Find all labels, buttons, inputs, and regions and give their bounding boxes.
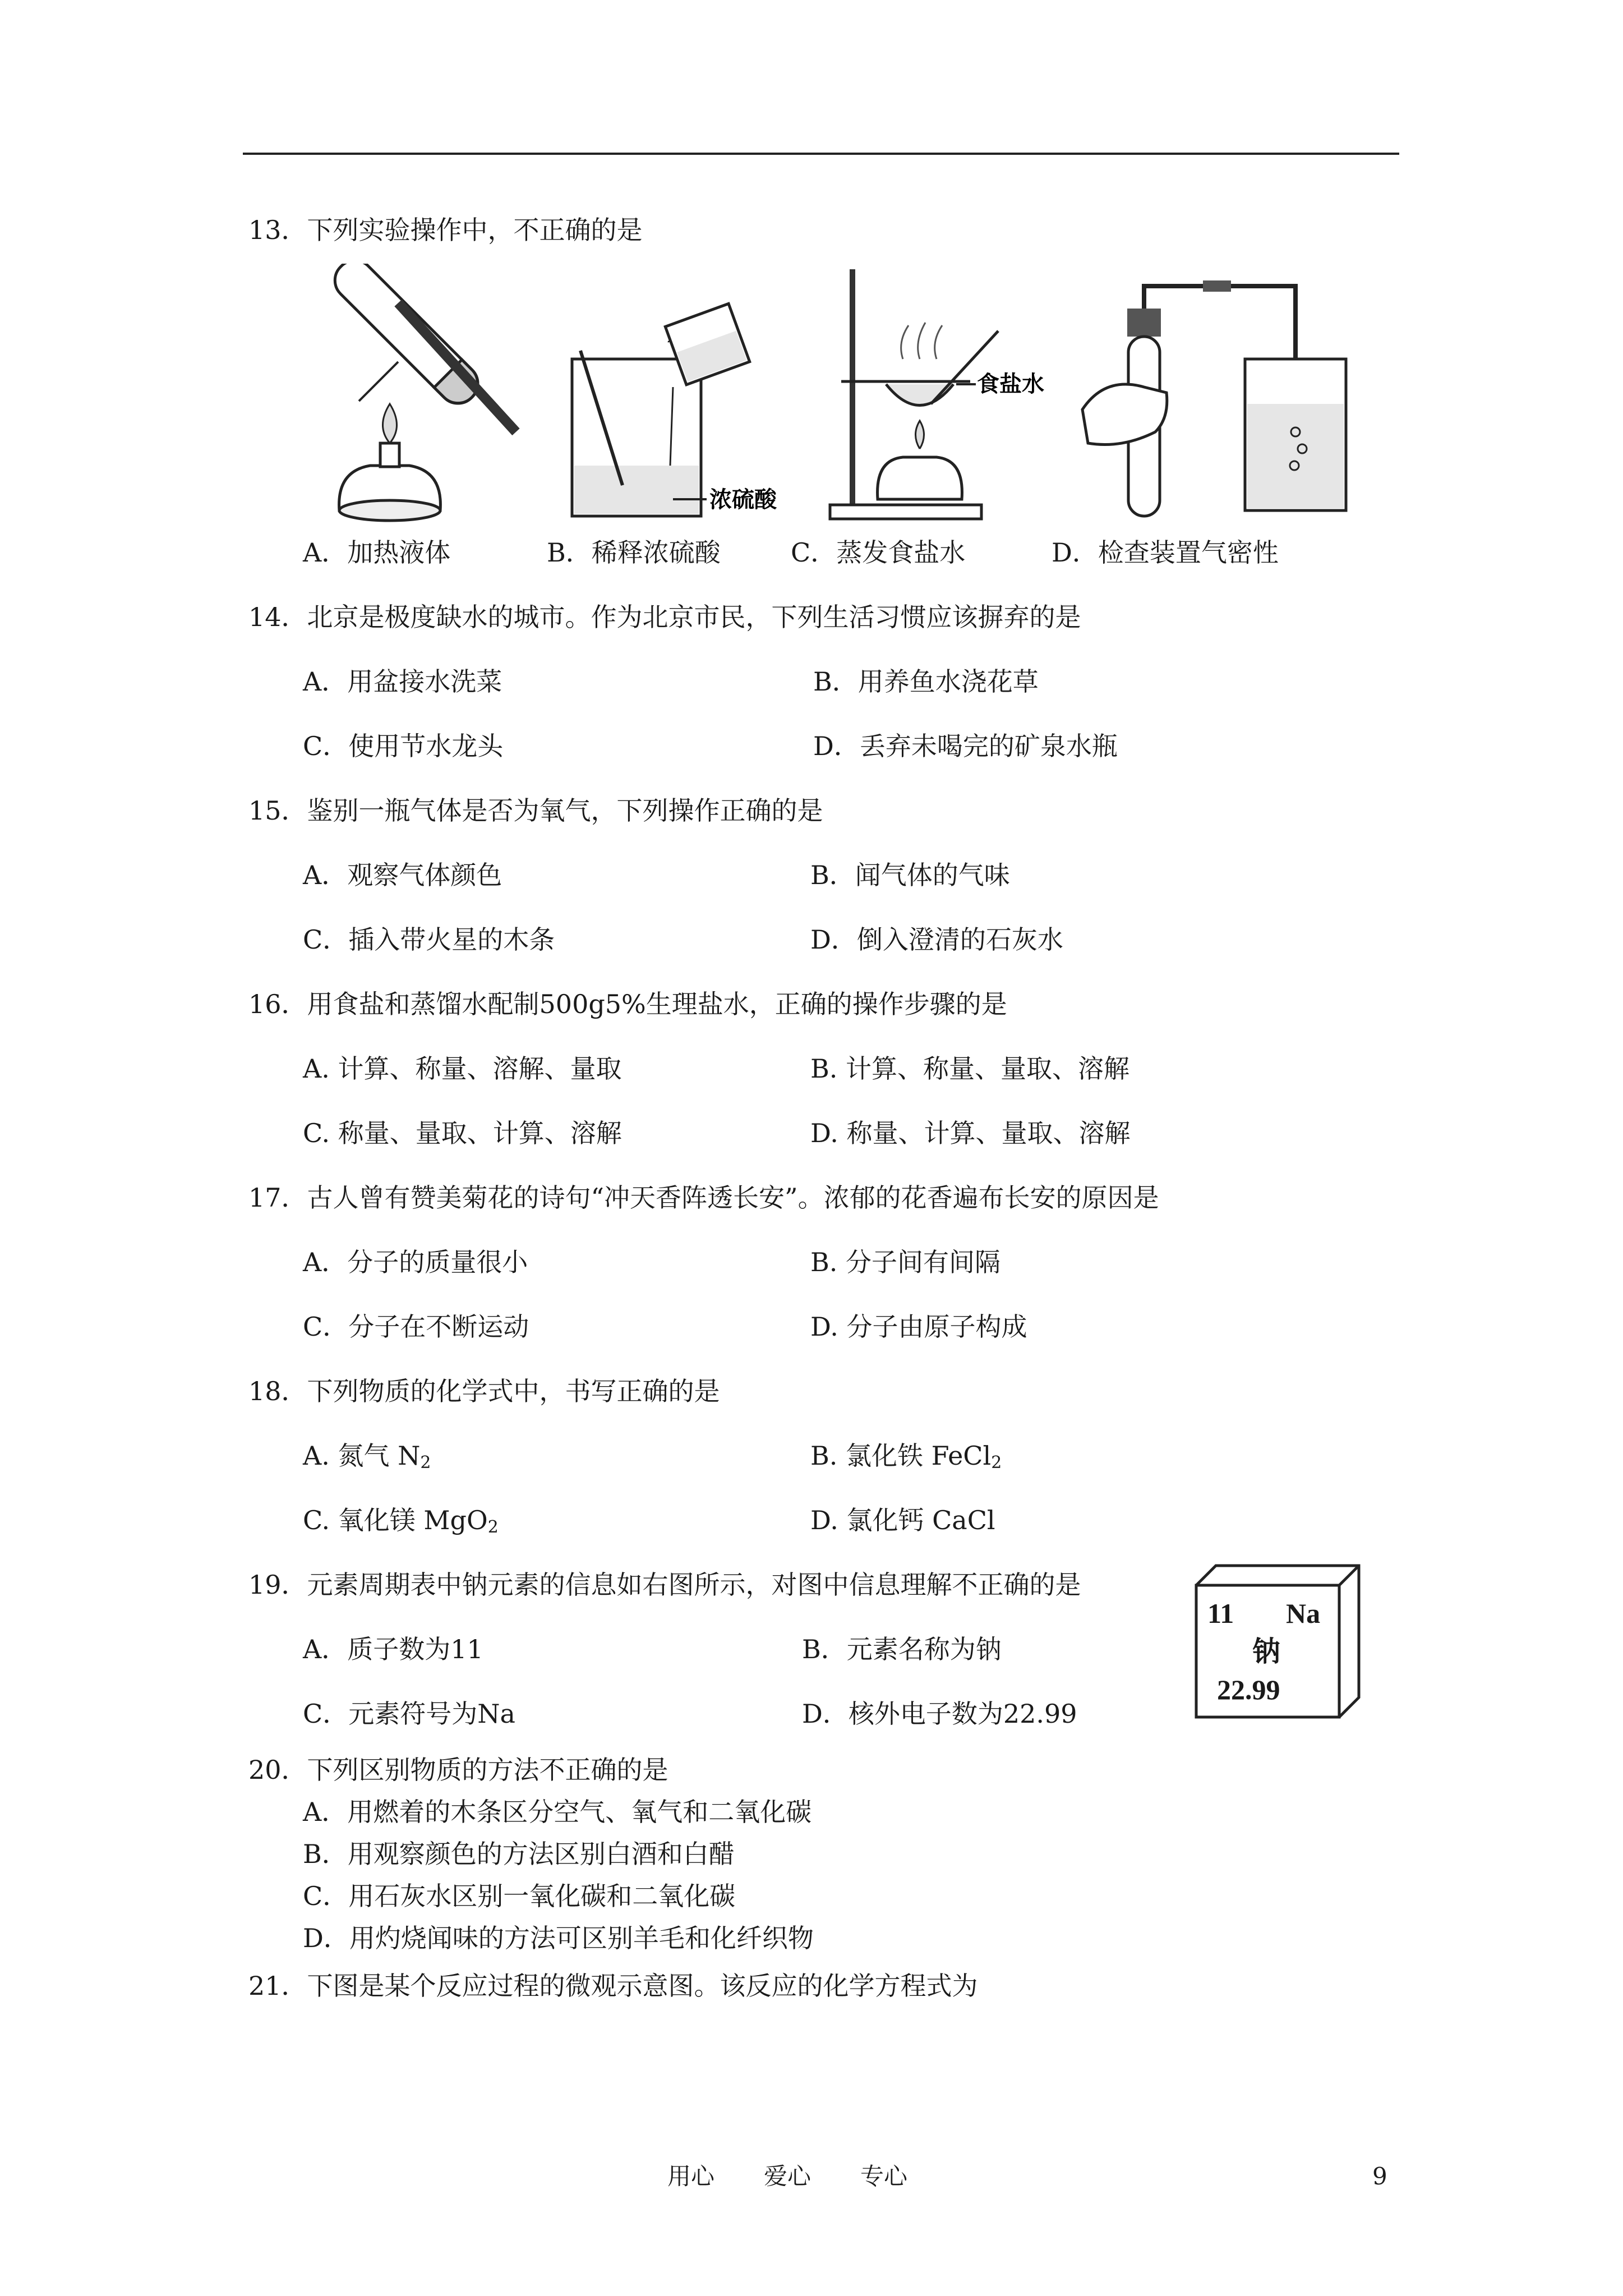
q17-option-a: A．分子的质量很小 xyxy=(303,1247,528,1277)
q20-option-b: B．用观察颜色的方法区别白酒和白醋 xyxy=(303,1839,735,1869)
footer-item: 用心 xyxy=(667,2162,715,2190)
q16-option-a: A. 计算、称量、溶解、量取 xyxy=(303,1053,622,1084)
figure-heating-liquid xyxy=(314,264,538,527)
q13-option-b: B．稀释浓硫酸 xyxy=(547,537,721,568)
element-name: 钠 xyxy=(1252,1636,1280,1667)
q19-option-c: C．元素符号为Na xyxy=(303,1699,515,1729)
element-mass: 22.99 xyxy=(1217,1674,1280,1705)
element-card-sodium xyxy=(1193,1563,1362,1720)
question-13-stem: 13．下列实验操作中，不正确的是 xyxy=(248,215,643,245)
q14-option-a: A．用盆接水洗菜 xyxy=(303,666,502,697)
q16-option-c: C. 称量、量取、计算、溶解 xyxy=(303,1118,622,1148)
q14-option-c: C．使用节水龙头 xyxy=(303,731,504,761)
question-18-stem: 18．下列物质的化学式中，书写正确的是 xyxy=(248,1376,720,1406)
figure-evaporate xyxy=(819,264,1066,527)
header-rule xyxy=(243,153,1399,155)
q20-option-c: C．用石灰水区别一氧化碳和二氧化碳 xyxy=(303,1881,736,1911)
q20-option-a: A．用燃着的木条区分空气、氧气和二氧化碳 xyxy=(303,1797,812,1827)
element-symbol: Na xyxy=(1286,1598,1321,1629)
question-20-stem: 20．下列区别物质的方法不正确的是 xyxy=(248,1755,668,1785)
question-19-stem: 19．元素周期表中钠元素的信息如右图所示，对图中信息理解不正确的是 xyxy=(248,1570,1081,1600)
q18-option-a: A. 氮气 $N_2$ xyxy=(303,1441,431,1473)
q17-option-c: C．分子在不断运动 xyxy=(303,1312,529,1342)
label-salt-water: 食盐水 xyxy=(977,371,1044,397)
question-15-stem: 15．鉴别一瓶气体是否为氧气，下列操作正确的是 xyxy=(248,795,823,826)
q19-option-a: A．质子数为11 xyxy=(303,1634,483,1664)
page-number: 9 xyxy=(1372,2162,1387,2190)
q14-option-d: D．丢弃未喝完的矿泉水瓶 xyxy=(813,731,1118,761)
question-21-stem: 21．下图是某个反应过程的微观示意图。该反应的化学方程式为 xyxy=(248,1971,978,2001)
footer-motto xyxy=(667,2161,957,2192)
footer-item: 爱心 xyxy=(764,2162,811,2190)
q15-option-a: A．观察气体颜色 xyxy=(303,860,502,890)
q13-option-a: A．加热液体 xyxy=(303,537,451,568)
q15-option-c: C．插入带火星的木条 xyxy=(303,924,555,955)
q20-option-d: D．用灼烧闻味的方法可区别羊毛和化纤织物 xyxy=(303,1923,814,1953)
label-conc-acid: 浓硫酸 xyxy=(709,487,777,513)
q16-option-d: D. 称量、计算、量取、溶解 xyxy=(810,1118,1131,1148)
figure-dilute-acid xyxy=(561,264,808,527)
q13-option-d: D．检查装置气密性 xyxy=(1052,537,1279,568)
footer-item: 专心 xyxy=(860,2162,908,2190)
q17-option-d: D. 分子由原子构成 xyxy=(810,1312,1027,1342)
q18-option-c: C. 氧化镁 MgO$_2$ xyxy=(303,1505,499,1537)
q15-option-b: B．闻气体的气味 xyxy=(810,860,1010,890)
q18-option-b: B. 氯化铁 FeCl$_2$ xyxy=(810,1441,1002,1473)
q14-option-b: B．用养鱼水浇花草 xyxy=(813,666,1039,697)
q18-option-d: D. 氯化钙 CaCl xyxy=(810,1505,995,1535)
element-number: 11 xyxy=(1207,1598,1234,1629)
q17-option-b: B. 分子间有间隔 xyxy=(810,1247,1001,1277)
question-16-stem: 16．用食盐和蒸馏水配制500g5%生理盐水，正确的操作步骤的是 xyxy=(248,989,1007,1019)
q19-option-b: B．元素名称为钠 xyxy=(802,1634,1002,1664)
q19-option-d: D．核外电子数为22.99 xyxy=(802,1699,1077,1729)
question-14-stem: 14．北京是极度缺水的城市。作为北京市民，下列生活习惯应该摒弃的是 xyxy=(248,602,1081,632)
q16-option-b: B. 计算、称量、量取、溶解 xyxy=(810,1053,1130,1084)
q15-option-d: D．倒入澄清的石灰水 xyxy=(810,924,1063,955)
figure-airtight-check xyxy=(1071,264,1352,527)
question-17-stem: 17．古人曾有赞美菊花的诗句“冲天香阵透长安”。浓郁的花香遍布长安的原因是 xyxy=(248,1182,1159,1213)
q13-option-c: C．蒸发食盐水 xyxy=(791,537,966,568)
